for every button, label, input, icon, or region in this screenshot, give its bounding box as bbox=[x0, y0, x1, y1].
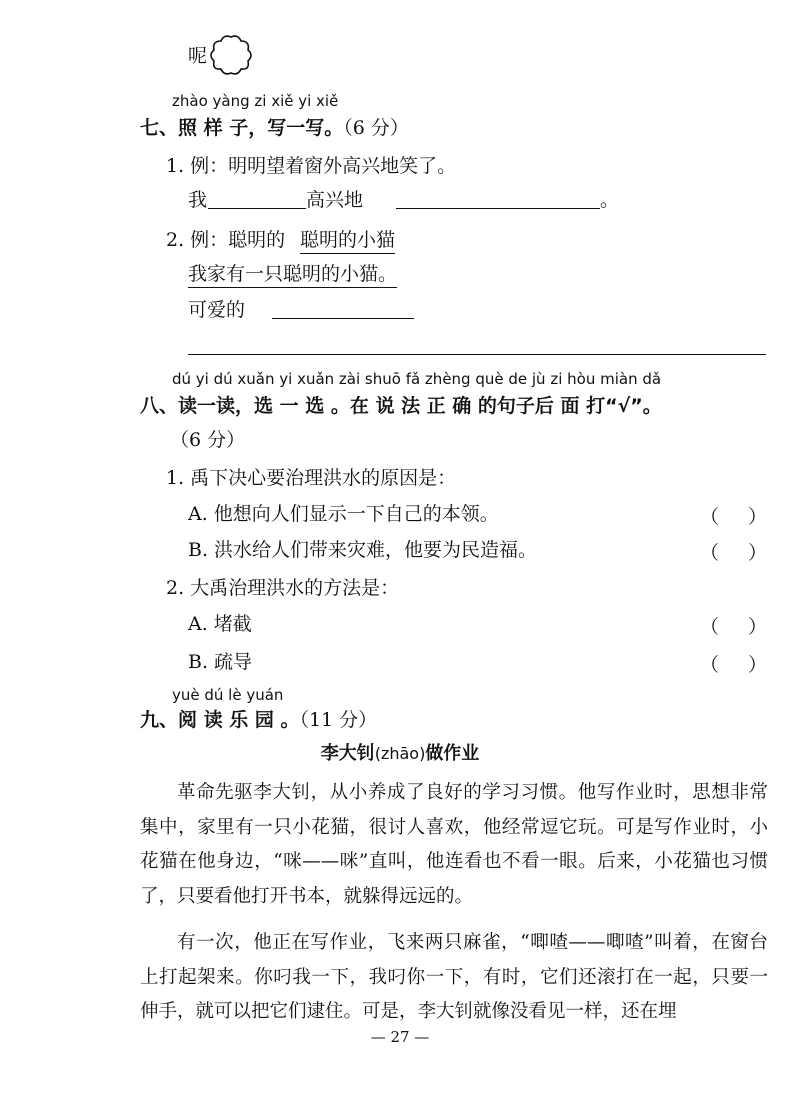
answer-paren-left: （ bbox=[700, 542, 720, 564]
section8-score: （6 分） bbox=[170, 429, 246, 451]
section8-q1: 1. 禹下决心要治理洪水的原因是： bbox=[166, 467, 457, 489]
answer-paren-left: （ bbox=[700, 654, 720, 676]
example-phrase-text: 聪明的小猫 bbox=[300, 229, 395, 254]
answer-paren-right: ） bbox=[748, 506, 768, 528]
section7-item2-blank-phrase[interactable] bbox=[272, 318, 414, 319]
section7-item1-example: 1. 例：明明望着窗外高兴地笑了。 bbox=[166, 155, 457, 177]
example-sentence-text: 我家有一只聪明的小猫。 bbox=[188, 263, 397, 288]
section8-title: 八、读一读，选 一 选 。在 说 法 正 确 的句子后 面 打“√”。 bbox=[140, 395, 662, 417]
story-paragraph-2: 有一次，他正在写作业，飞来两只麻雀，“唧喳——唧喳”叫着，在窗台上打起架来。你叼我一下，我叼你一下，有时，它们还滚打在一起，只要一伸手，就可以把它们逮住。可是，李大钊就像没看见一样，还在埋 bbox=[140, 932, 768, 1023]
section7-item2-example-label: 2. 例：聪明的 bbox=[166, 229, 286, 251]
section8-q2: 2. 大禹治理洪水的方法是： bbox=[166, 577, 400, 599]
section7-item1-mid: 高兴地 bbox=[306, 189, 364, 211]
section9-pinyin: yuè dú lè yuán bbox=[172, 686, 284, 704]
q2-option-a-answer-box[interactable] bbox=[720, 610, 748, 636]
section7-item1-blank1[interactable] bbox=[208, 208, 306, 209]
answer-paren-right: ） bbox=[748, 616, 768, 638]
section8-q2-option-b: B. 疏导 bbox=[188, 651, 253, 673]
story-paragraph-1: 革命先驱李大钊，从小养成了良好的学习习惯。他写作业时，思想非常集中，家里有一只小花猫，很讨人喜欢，他经常逗它玩。可是写作业时，小花猫在他身边，“咪——咪”直叫，他连看也不看一眼。后来，小花猫也习惯了，只要看他打开书本，就躲得远远的。 bbox=[140, 782, 768, 907]
answer-paren-right: ） bbox=[748, 542, 768, 564]
section7-item1-prefix: 我 bbox=[188, 189, 208, 211]
answer-paren-left: （ bbox=[700, 616, 720, 638]
story-title-part1: 李大钊 bbox=[320, 743, 375, 764]
section9-heading bbox=[140, 708, 377, 732]
section7-item2-prompt: 可爱的 bbox=[188, 299, 246, 321]
top-char: 呢 bbox=[188, 45, 208, 67]
section7-item2-example-sentence bbox=[188, 262, 397, 286]
section7-item1-end: 。 bbox=[600, 189, 620, 211]
section8-q1-option-b: B. 洪水给人们带来灾难，他要为民造福。 bbox=[188, 539, 538, 561]
story-title-pinyin: (zhāo) bbox=[374, 744, 426, 763]
section7-score: （6 分） bbox=[343, 117, 409, 139]
answer-paren-right: ） bbox=[748, 654, 768, 676]
section9-title: 九、阅 读 乐 园 。 bbox=[140, 709, 300, 731]
page-number: — 27 — bbox=[370, 1028, 430, 1046]
section7-pinyin: zhào yàng zi xiě yi xiě bbox=[172, 92, 339, 110]
section8-pinyin: dú yi dú xuǎn yi xuǎn zài shuō fǎ zhèng què de jù zi hòu miàn dǎ bbox=[172, 370, 662, 388]
story-title bbox=[0, 742, 800, 766]
section8-q2-option-a: A. 堵截 bbox=[188, 613, 252, 635]
section7-item2-example-phrase bbox=[300, 228, 395, 252]
q1-option-a-answer-box[interactable] bbox=[720, 500, 748, 526]
section7-item2-blank-sentence[interactable] bbox=[188, 354, 766, 355]
q1-option-b-answer-box[interactable] bbox=[720, 536, 748, 562]
q2-option-b-answer-box[interactable] bbox=[720, 648, 748, 674]
section7-title: 七、照 样 子，写一写。 bbox=[140, 117, 344, 139]
answer-paren-left: （ bbox=[700, 506, 720, 528]
cloud-shape-icon bbox=[208, 32, 254, 78]
section9-score: （11 分） bbox=[299, 709, 378, 731]
section8-q1-option-a: A. 他想向人们显示一下自己的本领。 bbox=[188, 503, 499, 525]
section7-item1-blank2[interactable] bbox=[396, 208, 600, 209]
story-title-part2: 做作业 bbox=[425, 743, 480, 764]
section7-heading bbox=[140, 116, 409, 140]
